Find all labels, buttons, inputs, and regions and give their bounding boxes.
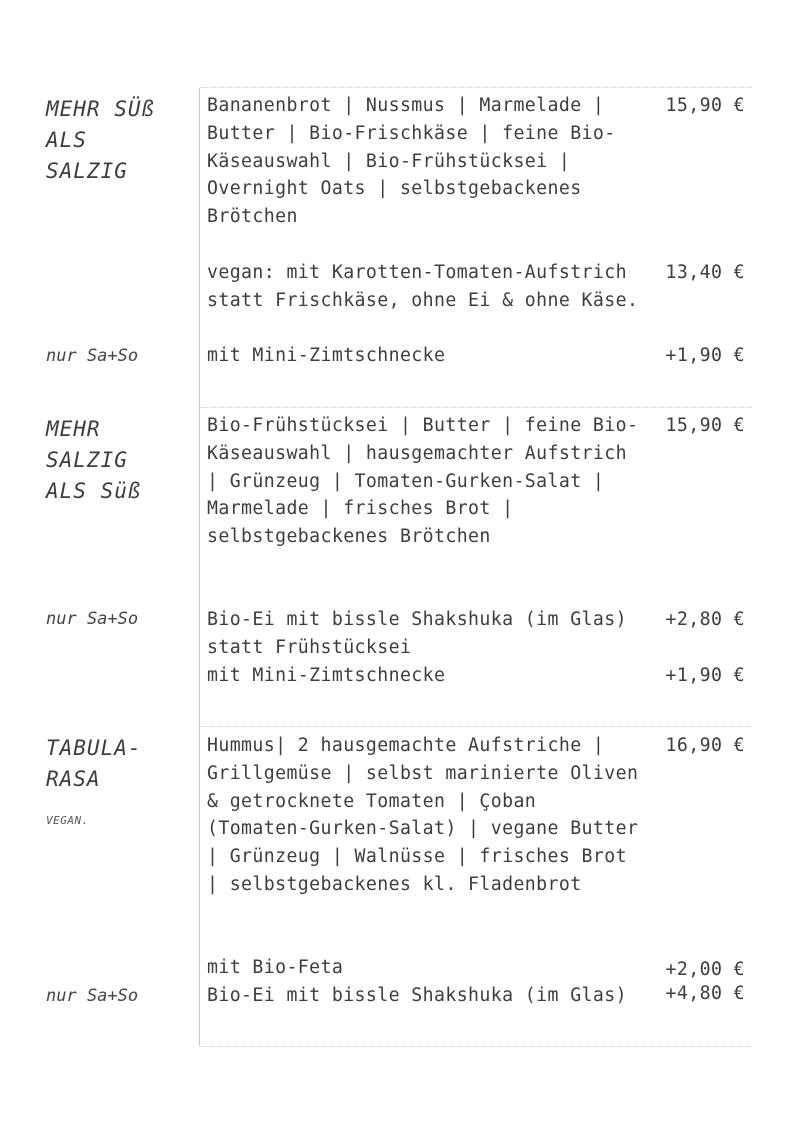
menu-item-price: +4,80 € (665, 983, 745, 1004)
section-title-tabula-rasa: TABULA- RASA (46, 736, 142, 791)
section-divider (200, 726, 752, 727)
menu-item-description: Bio-Frühstücksei | Butter | feine Bio-Käseauswahl | hausgemachter Aufstrich | Grünzeug | Tomaten-Gurken-Salat | Marmelade | frisches Brot | selbstgebackenes Brötchen (207, 415, 639, 548)
menu-item-description: Bio-Ei mit bissle Shakshuka (im Glas) (207, 985, 627, 1006)
menu-item-price: 15,90 € (665, 95, 745, 116)
menu-item-price: +2,80 € (665, 609, 745, 630)
menu-item-description: mit Mini-Zimtschnecke (207, 345, 446, 366)
section-subtitle-vegan: VEGAN. (46, 814, 89, 827)
menu-item-price: 15,90 € (665, 415, 745, 436)
weekend-note: nur Sa+So (46, 986, 139, 1006)
menu-item-price: +1,90 € (665, 345, 745, 366)
menu-item-price: 13,40 € (665, 262, 745, 283)
section-divider (200, 407, 752, 408)
menu-item-description: vegan: mit Karotten-Tomaten-Aufstrich statt Frischkäse, ohne Ei & ohne Käse. (207, 262, 639, 311)
menu-item-description: Bananenbrot | Nussmus | Marmelade | Butter | Bio-Frischkäse | feine Bio-Käseauswahl | Bio-Frühstücksei | Overnight Oats | selbstgebackenes Brötchen (207, 95, 616, 228)
weekend-note: nur Sa+So (46, 346, 139, 366)
menu-item-price: +2,00 € (665, 959, 745, 980)
section-divider (200, 87, 752, 88)
menu-item-price: 16,90 € (665, 735, 745, 756)
section-divider (200, 1046, 752, 1047)
section-title-mehr-salzig: MEHR SALZIG ALS Süß (46, 417, 142, 503)
weekend-note: nur Sa+So (46, 609, 139, 629)
menu-item-description: mit Mini-Zimtschnecke (207, 665, 446, 686)
menu-item-price: +1,90 € (665, 665, 745, 686)
section-title-mehr-suess: MEHR SÜß ALS SALZIG (46, 97, 156, 183)
menu-item-description: mit Bio-Feta (207, 957, 344, 978)
menu-item-description: Hummus| 2 hausgemachte Aufstriche | Grillgemüse | selbst marinierte Oliven & getrocknete Tomaten | Çoban (Tomaten-Gurken-Salat) | vegane Butter | Grünzeug | Walnüsse | frisches Brot | selbstgebackenes kl. Fladenbrot (207, 735, 639, 895)
menu-item-description: Bio-Ei mit bissle Shakshuka (im Glas) statt Frühstücksei (207, 609, 627, 658)
column-divider (199, 88, 200, 1046)
